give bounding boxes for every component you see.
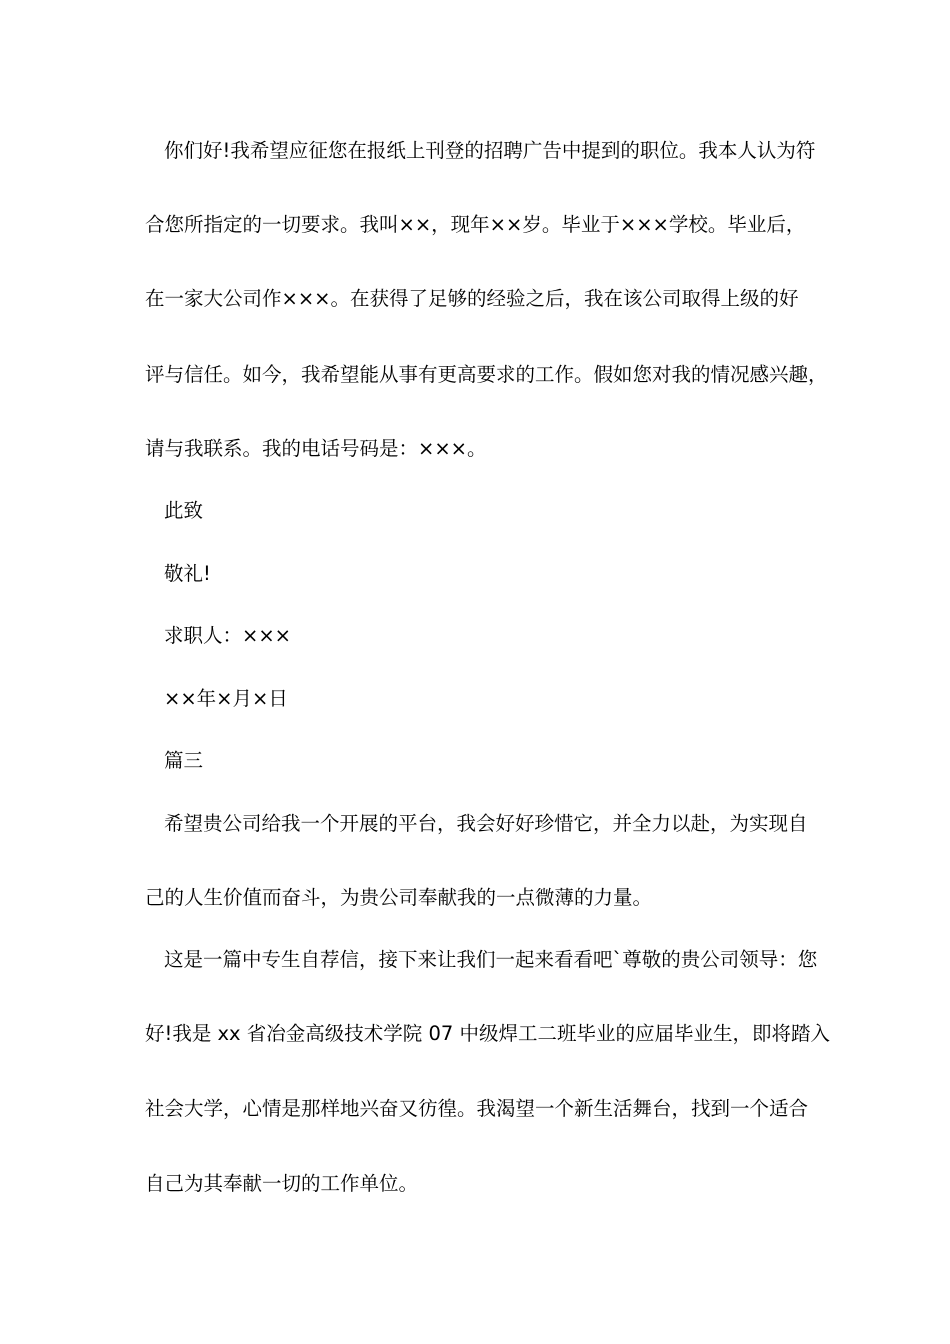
paragraph-line: 希望贵公司给我一个开展的平台，我会好好珍惜它，并全力以赴，为实现自 [164,812,808,835]
signature-line: 求职人：××× [164,624,292,647]
paragraph-line: 己的人生价值而奋斗，为贵公司奉献我的一点微薄的力量。 [145,886,653,909]
paragraph-line: 这是一篇中专生自荐信，接下来让我们一起来看看吧`尊敬的贵公司领导：您 [164,948,818,971]
paragraph-line: 评与信任。如今，我希望能从事有更高要求的工作。假如您对我的情况感兴趣， [145,363,828,386]
paragraph-line: 合您所指定的一切要求。我叫××，现年××岁。毕业于×××学校。毕业后， [145,213,806,236]
closing-regards: 敬礼! [164,562,211,585]
section-title: 篇三 [164,749,204,772]
closing-salutation: 此致 [164,499,204,522]
paragraph-line: 自己为其奉献一切的工作单位。 [145,1172,419,1195]
paragraph-line: 在一家大公司作×××。在获得了足够的经验之后，我在该公司取得上级的好 [145,287,799,310]
paragraph-line: 好!我是 xx 省冶金高级技术学院 07 中级焊工二班毕业的应届毕业生，即将踏入 [145,1022,831,1045]
paragraph-line: 请与我联系。我的电话号码是：×××。 [145,437,487,460]
paragraph-line: 你们好!我希望应征您在报纸上刊登的招聘广告中提到的职位。我本人认为符 [164,139,816,162]
date-line: ××年×月×日 [164,687,288,710]
paragraph-line: 社会大学，心情是那样地兴奋又彷徨。我渴望一个新生活舞台，找到一个适合 [145,1097,809,1120]
